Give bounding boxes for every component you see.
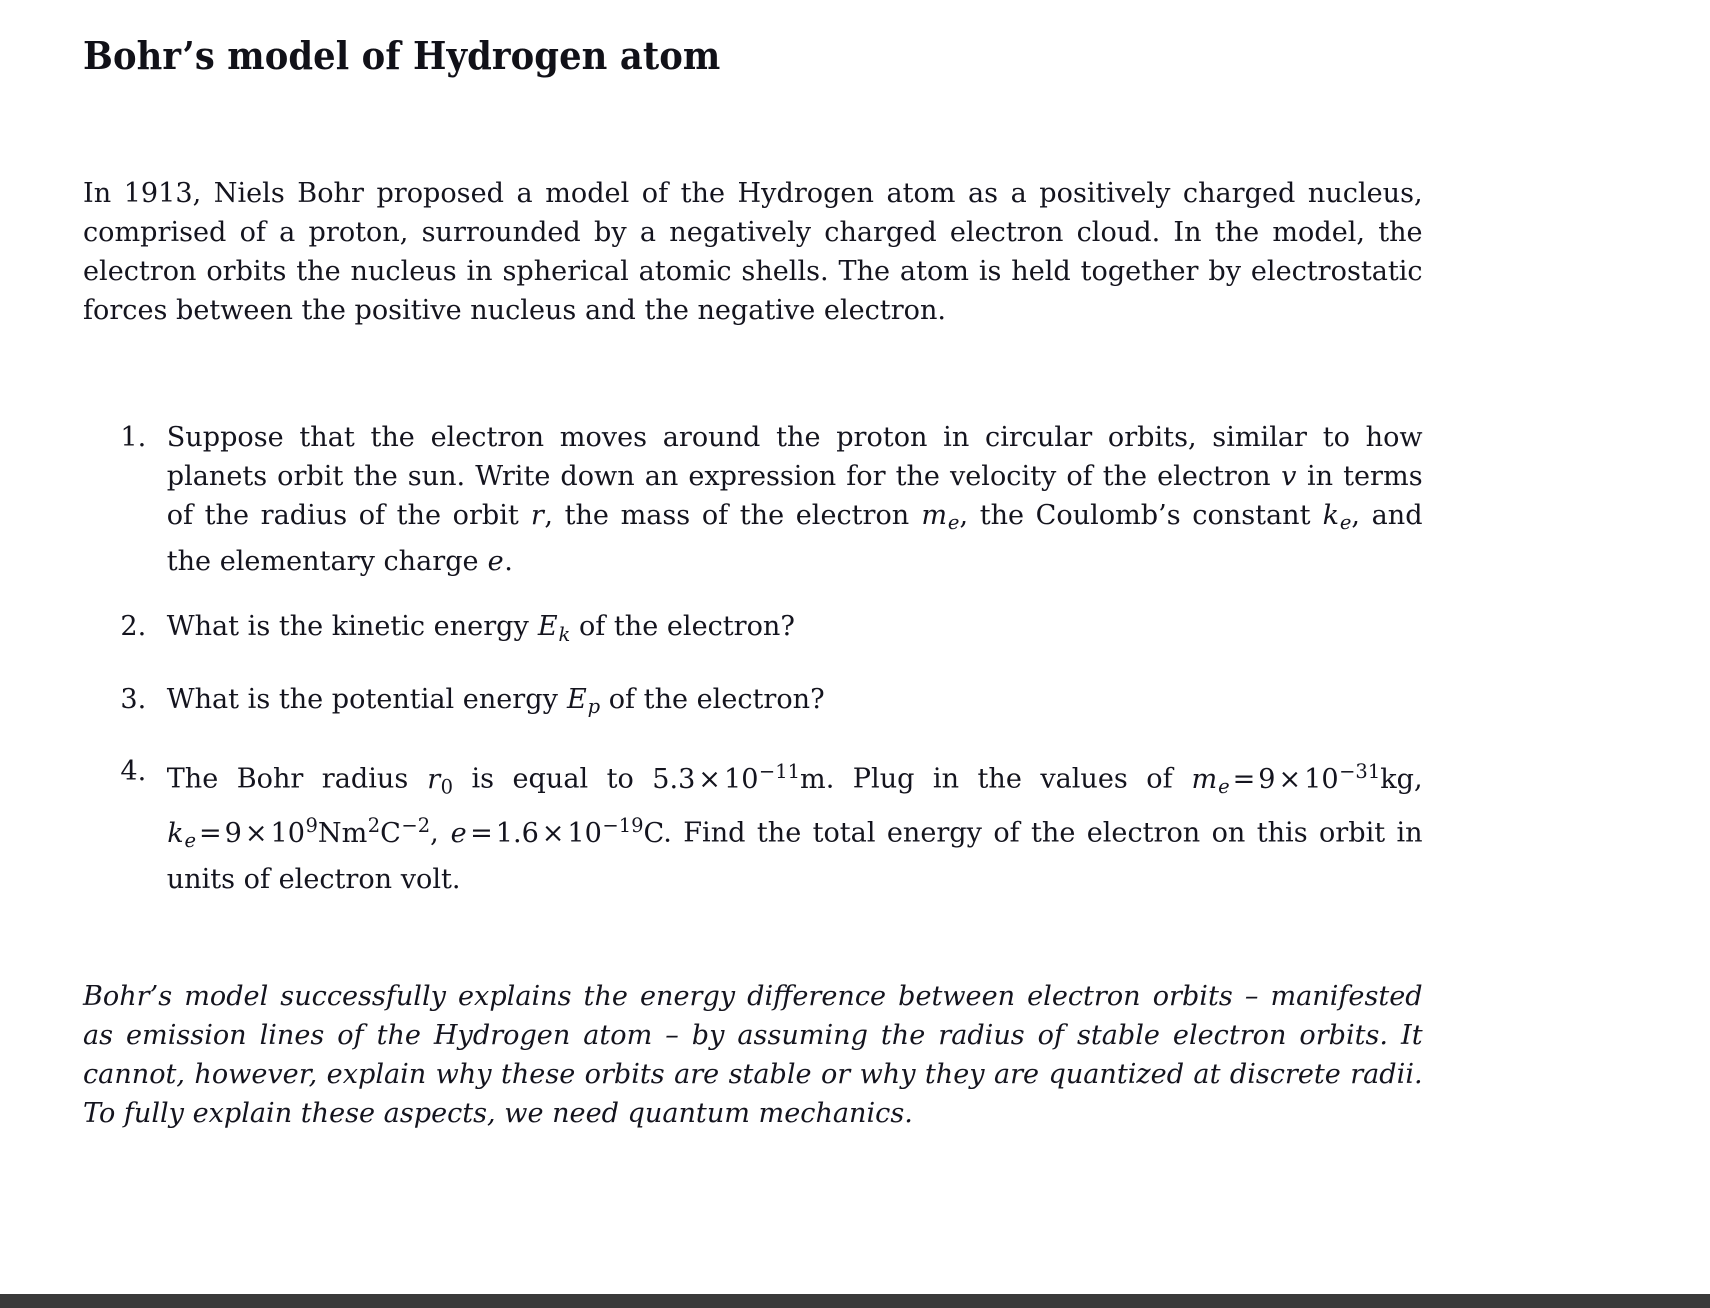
math-var-E: E xyxy=(566,682,587,715)
document-content xyxy=(83,22,1443,1133)
math-sub-p: p xyxy=(587,695,601,719)
math-var-e: e xyxy=(450,816,467,849)
math-sub-k: k xyxy=(558,622,571,646)
q2-text-1: What is the kinetic energy xyxy=(166,610,538,643)
math-var-r: r xyxy=(427,762,441,795)
closing-paragraph: Bohr’s model successfully explains the energy difference between electron orbits – manifested as emission lines of the Hydrogen atom – by assuming the radius of stable electron orbits. It cannot, however, explain why these orbits are stable or why they are quantized at discrete radii. To fully explain these aspects, we need quantum mechanics. xyxy=(83,980,1423,1130)
bohr-radius-exponent: −11 xyxy=(758,760,801,784)
bohr-radius-base: 10 xyxy=(723,762,759,795)
q1-text-3: , the mass of the electron xyxy=(544,498,921,531)
times-icon: × xyxy=(698,762,722,795)
electron-mass-base: 10 xyxy=(1304,762,1339,795)
bohr-radius-unit: m xyxy=(800,762,826,795)
list-item-number: 2. xyxy=(120,610,147,643)
list-item xyxy=(83,418,1423,582)
math-sub-e: e xyxy=(1339,511,1352,535)
q1-text-5: , and the elementary charge xyxy=(166,498,1423,578)
math-value-elementary-charge xyxy=(495,814,664,849)
math-var-e: e xyxy=(487,545,504,578)
math-var-k: k xyxy=(1322,498,1340,531)
math-sub-0: 0 xyxy=(440,775,454,799)
questions-list xyxy=(83,418,1443,900)
list-item xyxy=(83,752,1423,899)
math-symbol-r0 xyxy=(427,762,454,799)
math-symbol-me xyxy=(921,498,960,535)
elementary-charge-unit: C xyxy=(643,816,664,849)
q4-text-2: is equal to xyxy=(453,762,653,795)
math-sub-e: e xyxy=(1218,775,1230,799)
math-var-r: r xyxy=(530,498,544,531)
math-value-coulomb-constant xyxy=(224,814,431,849)
q4-text-4: , xyxy=(1413,762,1423,795)
questions-list-wrapper xyxy=(83,418,1443,900)
list-item xyxy=(83,607,1423,654)
list-item-body xyxy=(167,418,1423,582)
q4-text-5: , xyxy=(430,816,451,849)
electron-mass-unit: kg xyxy=(1380,762,1414,795)
q2-text-2: of the electron? xyxy=(570,610,795,643)
coulomb-constant-base: 10 xyxy=(270,816,305,849)
coulomb-unit-metre-exponent: 2 xyxy=(367,814,381,838)
q3-text-2: of the electron? xyxy=(600,682,825,715)
q1-text-6: . xyxy=(504,545,513,578)
math-var-m: m xyxy=(1191,762,1218,795)
window-bottom-bar xyxy=(0,1294,1710,1308)
math-symbol-me xyxy=(1191,762,1230,799)
coulomb-constant-mantissa: 9 xyxy=(224,816,242,849)
math-var-v: v xyxy=(1281,459,1297,492)
math-var-m: m xyxy=(921,498,948,531)
math-sub-e: e xyxy=(184,829,197,853)
math-value-bohr-radius xyxy=(652,760,826,795)
times-icon: × xyxy=(1278,762,1302,795)
q4-text-3: . Plug in the values of xyxy=(825,762,1192,795)
equals-sign: = xyxy=(199,816,222,849)
q1-text-4: , the Coulomb’s constant xyxy=(959,498,1323,531)
q3-text-1: What is the potential energy xyxy=(166,682,567,715)
list-item xyxy=(83,680,1423,727)
math-var-k: k xyxy=(167,816,184,849)
coulomb-unit-coulomb-exponent: −2 xyxy=(401,814,431,838)
list-item-number: 1. xyxy=(120,420,147,453)
intro-paragraph: In 1913, Niels Bohr proposed a model of the Hydrogen atom as a positively charged nucleus, comprised of a proton, surrounded by a negatively charged electron cloud. In the model, the electron orbits the nucleus in spherical atomic shells. The atom is held together by electrostatic forces between the positive nucleus and the negative electron. xyxy=(83,176,1423,326)
q1-text-1: Suppose that the electron moves around the proton in circular orbits, similar to how planets orbit the sun. Write down an expression for the velocity of the electron xyxy=(166,420,1423,492)
coulomb-unit-coulomb: C xyxy=(380,816,401,849)
coulomb-unit-newton: N xyxy=(317,816,342,849)
electron-mass-mantissa: 9 xyxy=(1258,762,1276,795)
page-title: Bohr’s model of Hydrogen atom xyxy=(83,33,721,78)
list-item-body xyxy=(167,752,1423,899)
bohr-radius-mantissa: 5.3 xyxy=(652,762,696,795)
math-symbol-ke xyxy=(167,816,197,853)
elementary-charge-base: 10 xyxy=(567,816,602,849)
math-var-E: E xyxy=(537,610,558,643)
coulomb-unit-metre: m xyxy=(341,816,368,849)
q1-text-2: in terms of the radius of the orbit xyxy=(166,459,1423,531)
q4-text-6: . Find the total energy of the electron on this orbit in units of electron volt. xyxy=(166,816,1423,896)
math-symbol-ek xyxy=(537,610,571,646)
elementary-charge-mantissa: 1.6 xyxy=(495,816,539,849)
math-value-electron-mass xyxy=(1258,760,1414,795)
equals-sign: = xyxy=(1232,762,1256,795)
equals-sign: = xyxy=(470,816,493,849)
list-item-body xyxy=(167,607,1423,654)
electron-mass-exponent: −31 xyxy=(1339,760,1381,784)
q4-text-1: The Bohr radius xyxy=(166,762,427,795)
list-item-body xyxy=(167,680,1423,727)
list-item-number: 4. xyxy=(120,755,147,788)
closing-paragraph-wrapper xyxy=(83,977,1443,1133)
elementary-charge-exponent: −19 xyxy=(602,814,644,838)
math-symbol-ke xyxy=(1322,498,1352,535)
times-icon: × xyxy=(244,816,268,849)
times-icon: × xyxy=(541,816,565,849)
math-sub-e: e xyxy=(947,511,960,535)
list-item-number: 3. xyxy=(120,682,147,715)
coulomb-constant-exponent: 9 xyxy=(305,814,318,838)
math-symbol-ep xyxy=(566,682,601,719)
